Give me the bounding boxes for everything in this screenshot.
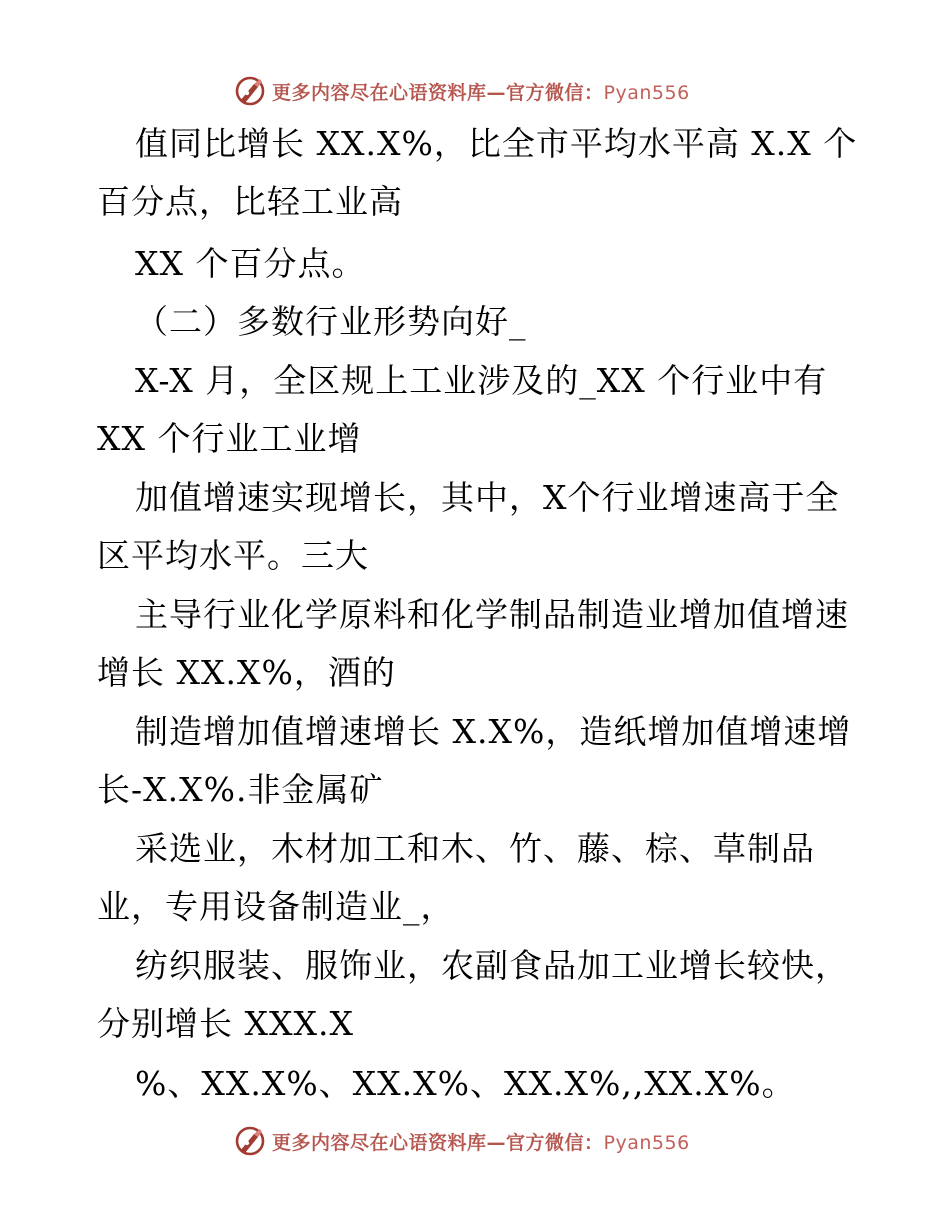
text-line: 加值增速实现增长，其中，X个行业增速高于全: [135, 478, 840, 517]
text-line: 增长 XX.X%，酒的: [97, 653, 396, 692]
text-line: 分别增长 XXX.X: [97, 1004, 354, 1043]
text-line: 区平均水平。三大: [97, 536, 369, 575]
text-line: 制造增加值增速增长 X.X%，造纸增加值增速增: [135, 712, 852, 751]
text-line: XX 个行业工业增: [97, 419, 362, 458]
text-line: %、XX.X%、XX.X%、XX.X%,,XX.X%。: [135, 1064, 796, 1103]
pen-logo-icon: [234, 75, 266, 107]
footer-watermark: [234, 1123, 714, 1159]
pen-logo-icon: [234, 1125, 266, 1157]
text-line: 纺织服装、服饰业，农副食品加工业增长较快，: [135, 946, 849, 985]
text-line: XX 个百分点。: [135, 244, 366, 283]
watermark-text: 更多内容尽在心语资料库—官方微信：Pyan556: [272, 81, 690, 104]
header-watermark: [234, 73, 714, 109]
text-line: 值同比增长 XX.X%，比全市平均水平高 X.X 个: [135, 124, 858, 163]
text-line: 长-X.X%.非金属矿: [97, 770, 384, 809]
text-line: 采选业，木材加工和木、竹、藤、棕、草制品: [135, 829, 815, 868]
text-line: 百分点，比轻工业高: [97, 182, 403, 221]
watermark-text: 更多内容尽在心语资料库—官方微信：Pyan556: [272, 1131, 690, 1154]
text-line: 主导行业化学原料和化学制品制造业增加值增速: [135, 595, 849, 634]
section-heading: （二）多数行业形势向好_: [135, 302, 527, 341]
text-line: X-X 月，全区规上工业涉及的_XX 个行业中有: [135, 361, 828, 400]
text-line: 业，专用设备制造业_，: [97, 887, 455, 926]
